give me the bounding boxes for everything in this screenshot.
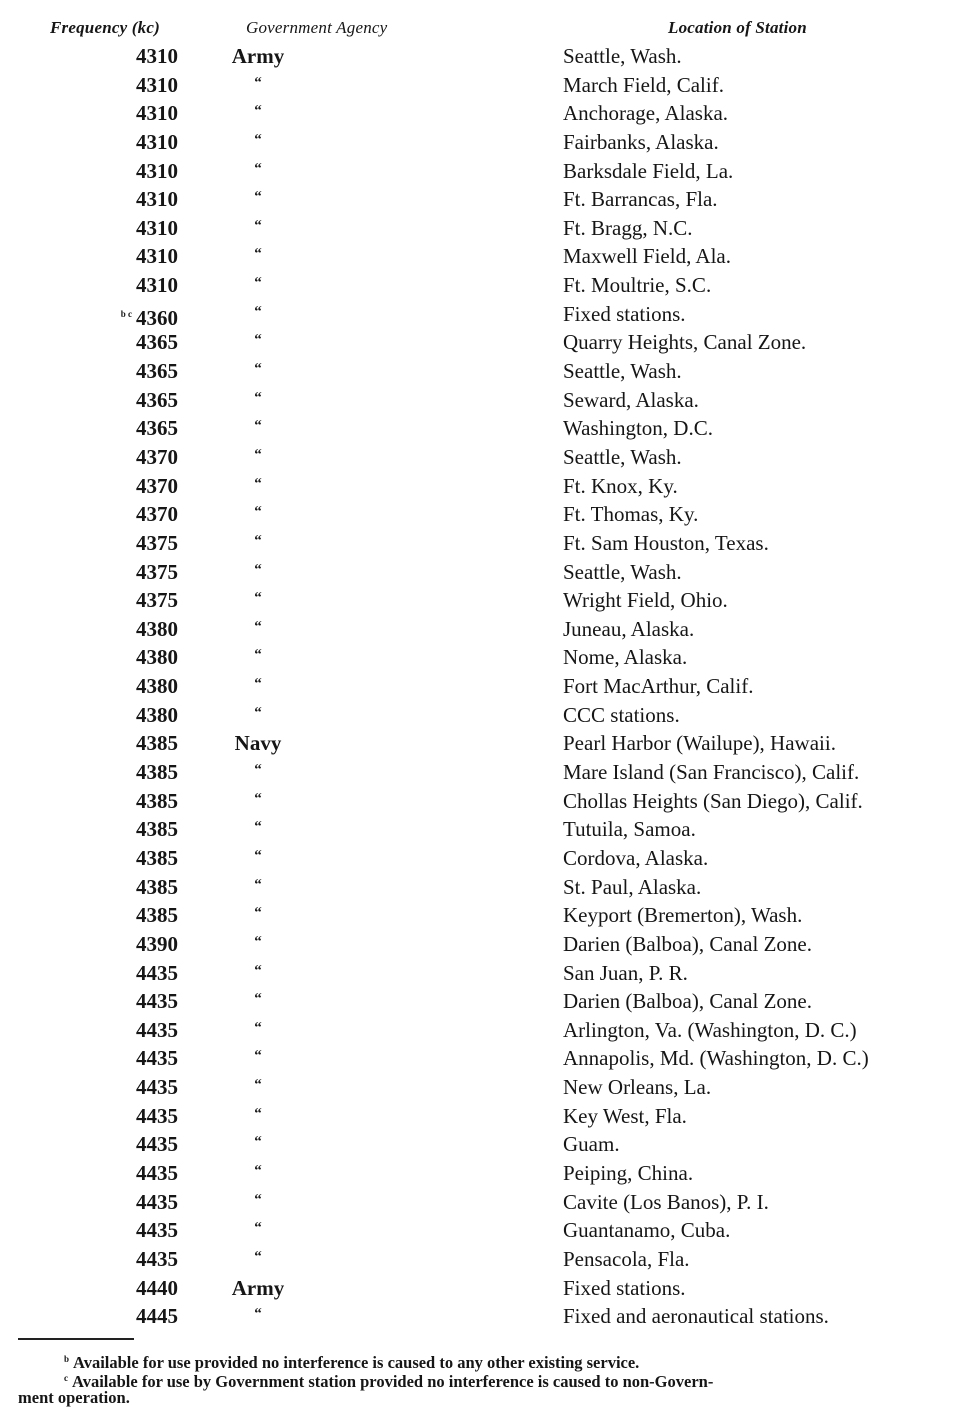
ditto-mark: “ [254,1077,262,1094]
ditto-mark: “ [254,1048,262,1065]
footnote-text: Available for use by Government station provided no interference is caused to non-Govern- [72,1372,714,1391]
footnote-text: ment operation. [18,1388,130,1407]
table-row [0,386,956,415]
ditto-mark: “ [254,676,262,693]
table-row [0,414,956,443]
frequency-value: 4375 [136,588,178,613]
table-row [0,1073,956,1102]
ditto-mark: “ [254,819,262,836]
frequency-value: 4310 [136,187,178,212]
frequency-value: 4380 [136,645,178,670]
location-cell: Annapolis, Md. (Washington, D. C.) [563,1046,869,1071]
frequency-cell [136,930,178,958]
table-row [0,71,956,100]
frequency-value: 4365 [136,416,178,441]
frequency-cell [136,128,178,156]
frequency-cell [136,558,178,586]
ditto-mark: “ [254,418,262,435]
table-row [0,185,956,214]
table-row [0,1102,956,1131]
ditto-mark: “ [254,905,262,922]
location-cell: Cordova, Alaska. [563,845,709,870]
table-row [0,1274,956,1303]
ditto-mark: “ [254,876,262,893]
table-row [0,99,956,128]
table-row [0,1216,956,1245]
location-cell: Seattle, Wash. [563,44,682,68]
table-row [0,701,956,730]
footnote-mark: c [64,1373,68,1383]
table-row [0,1016,956,1045]
frequency-cell [136,815,178,843]
ditto-mark: “ [254,303,262,320]
table-row [0,558,956,587]
frequency-cell [136,529,178,557]
location-cell: Pearl Harbor (Wailupe), Hawaii. [563,731,836,756]
frequency-value: 4435 [136,1218,178,1243]
frequency-cell [136,386,178,414]
ditto-mark: “ [254,217,262,234]
frequency-cell [136,758,178,786]
table-row [0,328,956,357]
frequency-value: 4375 [136,559,178,584]
location-cell: Fixed stations. [563,1275,686,1300]
location-cell: New Orleans, La. [563,1075,712,1100]
frequency-value: 4310 [136,72,178,97]
table-row [0,300,956,329]
location-cell: Fixed stations. [563,301,686,326]
frequency-value: 4390 [136,931,178,956]
table-row [0,959,956,988]
frequency-cell [136,1159,178,1187]
frequency-value: 4310 [136,129,178,154]
ditto-mark: “ [254,762,262,779]
location-cell: Anchorage, Alaska. [563,101,729,126]
frequency-value: 4385 [136,731,178,756]
footnote-c-continued [18,1388,130,1407]
ditto-mark: “ [254,1162,262,1179]
frequency-value: 4310 [136,273,178,298]
frequency-cell [136,1102,178,1130]
footnote-rule [18,1338,134,1340]
location-cell: Maxwell Field, Ala. [563,244,731,269]
ditto-mark: “ [254,103,262,120]
ditto-mark: “ [254,1191,262,1208]
frequency-value: 4385 [136,845,178,870]
frequency-cell [136,328,178,356]
location-cell: Washington, D.C. [563,416,713,441]
location-cell: Seattle, Wash. [563,444,682,469]
frequency-value: 4310 [136,44,178,68]
table-row [0,586,956,615]
table-row [0,214,956,243]
frequency-cell [136,844,178,872]
frequency-cell [136,271,178,299]
footnote-text: Available for use provided no interference is caused to any other existing service. [73,1353,640,1372]
frequency-value: 4445 [136,1304,178,1329]
location-cell: Ft. Thomas, Ky. [563,502,699,527]
location-cell: Mare Island (San Francisco), Calif. [563,760,860,785]
frequency-value: 4380 [136,616,178,641]
frequency-cell [136,1302,178,1330]
ditto-mark: “ [254,1306,262,1323]
location-cell: Peiping, China. [563,1160,694,1185]
frequency-cell [136,443,178,471]
ditto-mark: “ [254,1019,262,1036]
frequency-cell [136,71,178,99]
frequency-value: 4375 [136,530,178,555]
table-row [0,1302,956,1331]
table-row [0,930,956,959]
frequency-cell [136,615,178,643]
table-row [0,672,956,701]
frequency-value: 4435 [136,1246,178,1271]
frequency-cell [136,99,178,127]
table-row [0,1245,956,1274]
table-row [0,357,956,386]
frequency-value: 4370 [136,502,178,527]
table-row [0,271,956,300]
table-row [0,844,956,873]
frequency-cell [136,42,178,70]
table-row [0,815,956,844]
ditto-mark: “ [254,1220,262,1237]
frequency-value: 4435 [136,1103,178,1128]
location-cell: Guam. [563,1132,620,1157]
location-cell: St. Paul, Alaska. [563,874,702,899]
location-cell: Fort MacArthur, Calif. [563,674,754,699]
ditto-mark: “ [254,475,262,492]
frequency-cell [136,242,178,270]
ditto-mark: “ [254,361,262,378]
location-cell: San Juan, P. R. [563,960,688,985]
frequency-value: 4440 [136,1275,178,1300]
table-row [0,128,956,157]
frequency-value: 4385 [136,788,178,813]
location-cell: Seattle, Wash. [563,359,682,384]
frequency-cell [136,1245,178,1273]
frequency-value: 4310 [136,101,178,126]
agency-cell: Army [231,1275,285,1300]
table-row [0,729,956,758]
frequency-value: 4435 [136,1017,178,1042]
location-cell: Cavite (Los Banos), P. I. [563,1189,769,1214]
location-cell: Barksdale Field, La. [563,158,734,183]
location-cell: Keyport (Bremerton), Wash. [563,903,803,928]
frequency-cell [136,472,178,500]
table-row [0,1159,956,1188]
ditto-mark: “ [254,962,262,979]
location-cell: Darien (Balboa), Canal Zone. [563,989,812,1014]
frequency-value: 4435 [136,1132,178,1157]
ditto-mark: “ [254,618,262,635]
frequency-cell [121,300,178,332]
ditto-mark: “ [254,1134,262,1151]
location-cell: Ft. Bragg, N.C. [563,215,693,240]
location-cell: Arlington, Va. (Washington, D. C.) [563,1017,857,1042]
frequency-cell [136,1188,178,1216]
frequency-value: 4435 [136,1075,178,1100]
frequency-cell [136,1073,178,1101]
frequency-value: 4365 [136,359,178,384]
frequency-value: 4435 [136,1046,178,1071]
frequency-cell [136,1274,178,1302]
frequency-cell [136,185,178,213]
frequency-value: 4360 [136,305,178,330]
table-row [0,1044,956,1073]
location-cell: Quarry Heights, Canal Zone. [563,330,807,355]
frequency-cell [136,1216,178,1244]
frequency-cell [136,414,178,442]
ditto-mark: “ [254,131,262,148]
frequency-cell [136,787,178,815]
location-cell: Nome, Alaska. [563,645,688,670]
table-row [0,500,956,529]
ditto-mark: “ [254,1248,262,1265]
frequency-cell [136,157,178,185]
ditto-mark: “ [254,790,262,807]
frequency-cell [136,1044,178,1072]
table-row [0,472,956,501]
ditto-mark: “ [254,275,262,292]
frequency-value: 4385 [136,760,178,785]
frequency-value: 4435 [136,989,178,1014]
table-row [0,242,956,271]
frequency-value: 4435 [136,1160,178,1185]
location-cell: Seward, Alaska. [563,387,699,412]
header-frequency: Frequency (kc) [50,18,160,37]
ditto-mark: “ [254,933,262,950]
table-row [0,443,956,472]
ditto-mark: “ [254,647,262,664]
location-cell: March Field, Calif. [563,72,724,97]
ditto-mark: “ [254,991,262,1008]
header-agency: Government Agency [246,18,388,37]
table-row [0,529,956,558]
location-cell: Ft. Moultrie, S.C. [563,273,712,298]
ditto-mark: “ [254,561,262,578]
location-cell: CCC stations. [563,702,680,727]
location-cell: Seattle, Wash. [563,559,682,584]
footnote-mark: b c [120,308,132,319]
table-row [0,758,956,787]
frequency-value: 4380 [136,702,178,727]
frequency-table [0,42,956,1331]
frequency-cell [136,701,178,729]
location-cell: Darien (Balboa), Canal Zone. [563,931,812,956]
frequency-value: 4310 [136,244,178,269]
table-row [0,615,956,644]
location-cell: Key West, Fla. [563,1103,687,1128]
table-row [0,873,956,902]
frequency-cell [136,1130,178,1158]
ditto-mark: “ [254,389,262,406]
frequency-value: 4380 [136,674,178,699]
frequency-cell [136,901,178,929]
location-cell: Ft. Sam Houston, Texas. [563,530,769,555]
footnote-mark: b [64,1354,70,1364]
table-row [0,643,956,672]
location-cell: Tutuila, Samoa. [563,817,696,842]
agency-cell: Navy [234,731,282,756]
table-row [0,42,956,71]
table-row [0,987,956,1016]
ditto-mark: “ [254,160,262,177]
ditto-mark: “ [254,847,262,864]
frequency-cell [136,500,178,528]
table-row [0,901,956,930]
frequency-value: 4310 [136,215,178,240]
ditto-mark: “ [254,532,262,549]
ditto-mark: “ [254,446,262,463]
frequency-value: 4385 [136,903,178,928]
ditto-mark: “ [254,74,262,91]
frequency-value: 4370 [136,473,178,498]
location-cell: Ft. Barrancas, Fla. [563,187,718,212]
ditto-mark: “ [254,332,262,349]
frequency-cell [136,357,178,385]
frequency-value: 4310 [136,158,178,183]
frequency-cell [136,959,178,987]
location-cell: Fixed and aeronautical stations. [563,1304,829,1329]
location-cell: Guantanamo, Cuba. [563,1218,731,1243]
frequency-value: 4365 [136,330,178,355]
frequency-value: 4370 [136,444,178,469]
frequency-cell [136,873,178,901]
location-cell: Juneau, Alaska. [563,616,695,641]
footnote-c [64,1369,713,1391]
ditto-mark: “ [254,189,262,206]
ditto-mark: “ [254,704,262,721]
frequency-cell [136,214,178,242]
frequency-value: 4385 [136,874,178,899]
frequency-value: 4365 [136,387,178,412]
agency-cell: Army [231,44,285,68]
table-row [0,1130,956,1159]
ditto-mark: “ [254,1105,262,1122]
ditto-mark: “ [254,504,262,521]
frequency-cell [136,987,178,1015]
ditto-mark: “ [254,246,262,263]
location-cell: Ft. Knox, Ky. [563,473,678,498]
location-cell: Pensacola, Fla. [563,1246,690,1271]
frequency-value: 4435 [136,1189,178,1214]
frequency-value: 4385 [136,817,178,842]
frequency-cell [136,643,178,671]
location-cell: Fairbanks, Alaska. [563,129,719,154]
frequency-value: 4435 [136,960,178,985]
location-cell: Wright Field, Ohio. [563,588,728,613]
header-location: Location of Station [668,18,807,37]
frequency-cell [136,729,178,757]
frequency-cell [136,1016,178,1044]
location-cell: Chollas Heights (San Diego), Calif. [563,788,863,813]
table-row [0,157,956,186]
table-row [0,787,956,816]
frequency-cell [136,586,178,614]
table-row [0,1188,956,1217]
ditto-mark: “ [254,590,262,607]
frequency-cell [136,672,178,700]
